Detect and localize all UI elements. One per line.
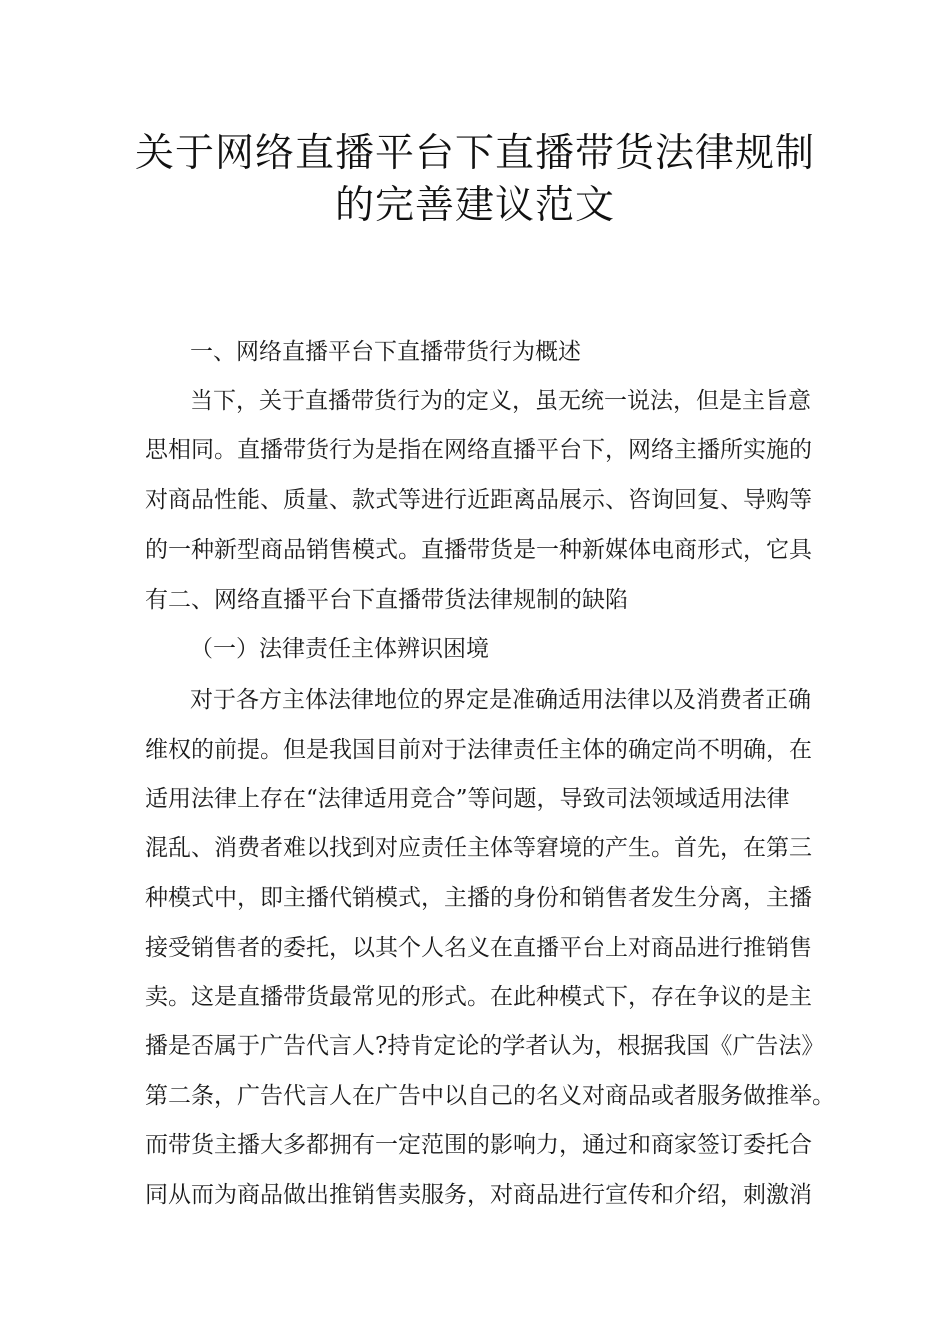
document-title-line-1: 关于网络直播平台下直播带货法律规制	[134, 131, 815, 176]
paragraph-line: 播是否属于广告代言人?持肯定论的学者认为，根据我国《广告法》	[145, 1033, 825, 1059]
paragraph-line: 适用法律上存在“法律适用竞合”等问题，导致司法领域适用法律	[145, 786, 790, 812]
section-heading: 一、网络直播平台下直播带货行为概述	[190, 339, 581, 365]
paragraph-line: 思相同。直播带货行为是指在网络直播平台下，网络主播所实施的	[145, 437, 812, 463]
paragraph-line: 有二、网络直播平台下直播带货法律规制的缺陷	[145, 587, 628, 613]
paragraph-line: 当下，关于直播带货行为的定义，虽无统一说法，但是主旨意	[190, 388, 811, 414]
subsection-heading: （一）法律责任主体辨识困境	[190, 636, 489, 662]
paragraph-line: 混乱、消费者难以找到对应责任主体等窘境的产生。首先，在第三	[145, 835, 812, 861]
document-title-line-2: 的完善建议范文	[334, 183, 615, 228]
paragraph-line: 对商品性能、质量、款式等进行近距离品展示、咨询回复、导购等	[145, 487, 812, 513]
paragraph-line: 卖。这是直播带货最常见的形式。在此种模式下，存在争议的是主	[145, 984, 812, 1010]
paragraph-line: 而带货主播大多都拥有一定范围的影响力，通过和商家签订委托合	[145, 1132, 812, 1158]
paragraph-line: 对于各方主体法律地位的界定是准确适用法律以及消费者正确	[190, 687, 811, 713]
paragraph-line: 维权的前提。但是我国目前对于法律责任主体的确定尚不明确，在	[145, 737, 812, 763]
paragraph-line: 种模式中，即主播代销模式，主播的身份和销售者发生分离，主播	[145, 885, 812, 911]
paragraph-line: 的一种新型商品销售模式。直播带货是一种新媒体电商形式，它具	[145, 537, 812, 563]
paragraph-line: 同从而为商品做出推销售卖服务，对商品进行宣传和介绍，刺激消	[145, 1182, 812, 1208]
paragraph-line: 接受销售者的委托，以其个人名义在直播平台上对商品进行推销售	[145, 935, 812, 961]
paragraph-line: 第二条，广告代言人在广告中以自己的名义对商品或者服务做推举。	[145, 1083, 835, 1109]
